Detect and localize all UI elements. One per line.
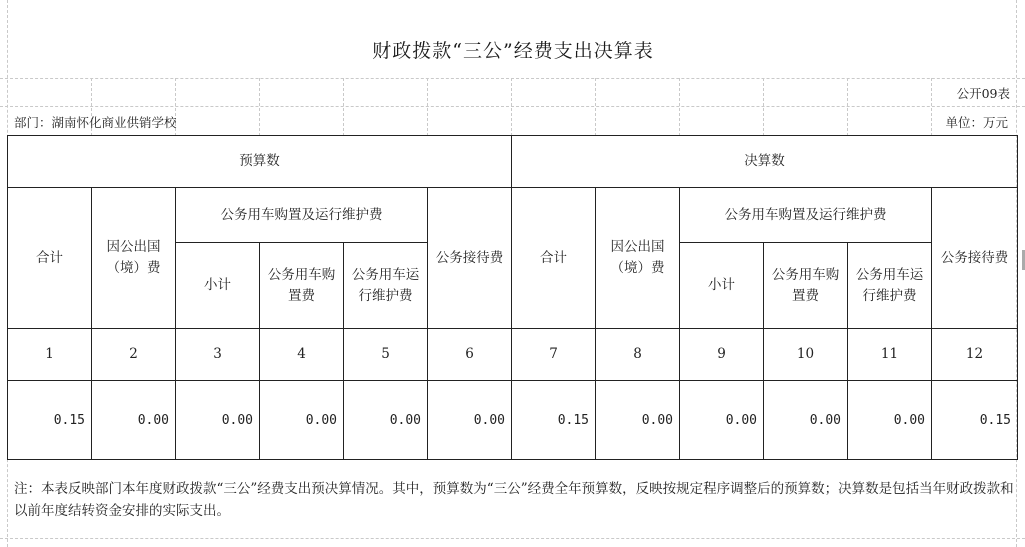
final-group-header: 决算数 xyxy=(512,136,1018,188)
gridline xyxy=(343,78,344,136)
column-number: 3 xyxy=(176,329,260,381)
budget-total-header: 合计 xyxy=(8,188,92,329)
final-reception-header: 公务接待费 xyxy=(932,188,1018,329)
report-title: 财政拨款“三公”经费支出决算表 xyxy=(372,40,654,62)
value-row xyxy=(8,381,1018,460)
value-cell[interactable]: 0.00 xyxy=(428,381,512,460)
column-number: 2 xyxy=(92,329,176,381)
column-number: 1 xyxy=(8,329,92,381)
budget-vehicle-operation-header: 公务用车运行维护费 xyxy=(344,243,428,329)
gridline xyxy=(847,78,848,136)
column-number: 8 xyxy=(596,329,680,381)
column-number: 9 xyxy=(680,329,764,381)
final-vehicle-purchase-header: 公务用车购置费 xyxy=(764,243,848,329)
budget-vehicle-purchase-header: 公务用车购置费 xyxy=(260,243,344,329)
value-cell[interactable]: 0.15 xyxy=(512,381,596,460)
value-cell[interactable]: 0.15 xyxy=(8,381,92,460)
column-header-row xyxy=(8,188,1018,243)
column-number: 4 xyxy=(260,329,344,381)
gridline xyxy=(511,78,512,136)
gridline xyxy=(427,78,428,136)
value-cell[interactable]: 0.00 xyxy=(260,381,344,460)
column-number: 11 xyxy=(848,329,932,381)
value-cell[interactable]: 0.00 xyxy=(680,381,764,460)
final-total-header: 合计 xyxy=(512,188,596,329)
value-cell[interactable]: 0.15 xyxy=(932,381,1018,460)
gridline xyxy=(0,538,1025,539)
column-number: 7 xyxy=(512,329,596,381)
final-overseas-header: 因公出国（境）费 xyxy=(596,188,680,329)
gridline xyxy=(0,78,1025,79)
budget-overseas-header: 因公出国（境）费 xyxy=(92,188,176,329)
budget-group-header: 预算数 xyxy=(8,136,512,188)
value-cell[interactable]: 0.00 xyxy=(596,381,680,460)
final-subtotal-header: 小计 xyxy=(680,243,764,329)
value-cell[interactable]: 0.00 xyxy=(848,381,932,460)
column-number: 6 xyxy=(428,329,512,381)
final-vehicle-operation-header: 公务用车运行维护费 xyxy=(848,243,932,329)
column-number-row xyxy=(8,329,1018,381)
gridline xyxy=(595,78,596,136)
gridline xyxy=(931,78,932,136)
column-number: 12 xyxy=(932,329,1018,381)
value-cell[interactable]: 0.00 xyxy=(344,381,428,460)
final-vehicle-group-header: 公务用车购置及运行维护费 xyxy=(680,188,932,243)
value-cell[interactable]: 0.00 xyxy=(764,381,848,460)
gridline xyxy=(679,78,680,136)
value-cell[interactable]: 0.00 xyxy=(176,381,260,460)
gridline xyxy=(763,78,764,136)
group-header-row xyxy=(8,136,1018,188)
gridline xyxy=(0,106,1025,107)
column-number: 5 xyxy=(344,329,428,381)
table-code: 公开09表 xyxy=(956,86,1010,101)
budget-vehicle-group-header: 公务用车购置及运行维护费 xyxy=(176,188,428,243)
value-cell[interactable]: 0.00 xyxy=(92,381,176,460)
three-public-expenditure-table xyxy=(7,135,1018,460)
department-label: 部门：湖南怀化商业供销学校 xyxy=(14,115,177,130)
budget-reception-header: 公务接待费 xyxy=(428,188,512,329)
column-number: 10 xyxy=(764,329,848,381)
budget-subtotal-header: 小计 xyxy=(176,243,260,329)
gridline xyxy=(259,78,260,136)
footnote: 注：本表反映部门本年度财政拨款“三公”经费支出预决算情况。其中，预算数为“三公”经费全年预算数，反映按规定程序调整后的预算数；决算数是包括当年财政拨款和以前年度结转资金安排的实际支出。 xyxy=(14,481,1014,519)
unit-label: 单位：万元 xyxy=(945,115,1008,130)
